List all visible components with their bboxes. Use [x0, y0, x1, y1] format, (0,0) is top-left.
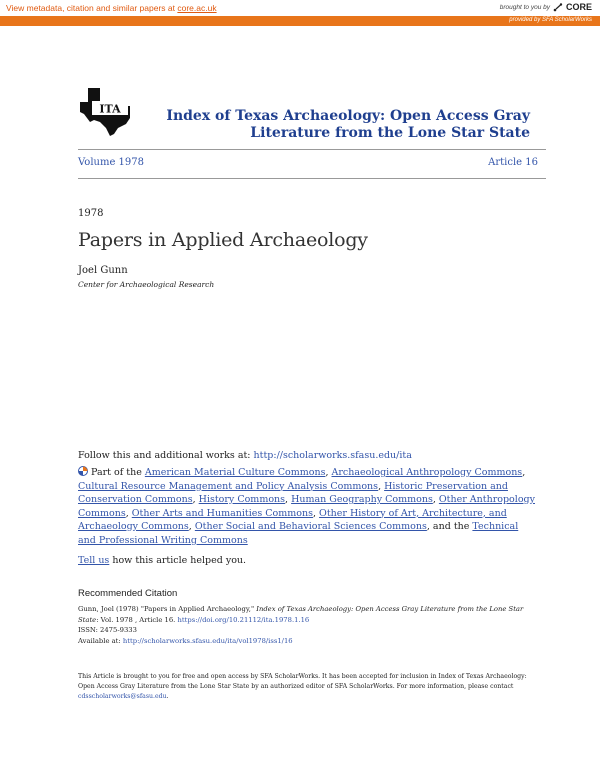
recommended-citation-heading: Recommended Citation	[78, 588, 178, 599]
available-url-link[interactable]: http://scholarworks.sfasu.edu/ita/vol1978/iss1/16	[122, 636, 293, 645]
commons-link[interactable]: Historic Preservation and Conservation Commons	[78, 480, 508, 505]
footer-text: This Article is brought to you for free and open access by SFA ScholarWorks. It has been accepted for inclusion in Index of Texas Archaeology: Open Access Gray Literature from the Lone Star State by an authorized editor of SFA ScholarWorks. For more information, please contact	[78, 673, 527, 690]
ita-logo-text: ITA	[99, 102, 121, 116]
tell-us-link[interactable]: Tell us	[78, 555, 110, 566]
view-metadata-text	[6, 3, 217, 13]
article-link[interactable]: Article 16	[488, 157, 538, 168]
core-logo-icon	[553, 3, 563, 12]
provided-by[interactable]: provided by SFA ScholarWorks	[509, 17, 592, 23]
digital-commons-icon	[78, 466, 88, 476]
author-name: Joel Gunn	[78, 265, 128, 276]
citation-plain: Gunn, Joel (1978) "Papers in Applied Archaeology,"	[78, 605, 255, 613]
core-provided-bar	[0, 16, 600, 26]
follow-line	[78, 450, 412, 461]
commons-link[interactable]: American Material Culture Commons	[144, 467, 326, 478]
commons-list: Part of the American Material Culture Commons, Archaeological Anthropology Commons, Cultural Resource Management and Policy Analysis Commons, Historic Preservation and Conservation Commons, History Commons, Human Geography Commons, Other Anthropology Commons, Other Arts and Humanities Commons, Other History of Art, Architecture, and Archaeology Commons, Other Social and Behavioral Sciences Commons, and the Technical and Professional Writing Commons	[78, 467, 535, 546]
commons-link[interactable]: Cultural Resource Management and Policy Analysis Commons	[78, 480, 379, 492]
journal-title[interactable]	[150, 108, 530, 142]
citation-vol: : Vol. 1978 , Article 16.	[96, 615, 176, 624]
part-of-label: Part of the	[91, 467, 142, 478]
tell-us-rest: how this article helped you.	[112, 555, 247, 566]
paper-title: Papers in Applied Archaeology	[78, 229, 368, 251]
view-metadata-label: View metadata, citation and similar papers at	[6, 3, 175, 13]
commons-link[interactable]: Other Arts and Humanities Commons	[131, 507, 313, 519]
core-top-banner	[0, 0, 600, 16]
available-label: Available at:	[78, 636, 121, 645]
divider-bottom	[78, 178, 546, 179]
journal-title-line2: Literature from the Lone Star State	[250, 125, 530, 141]
commons-link[interactable]: Archaeological Anthropology Commons	[331, 467, 523, 478]
follow-url-link[interactable]: http://scholarworks.sfasu.edu/ita	[253, 450, 412, 461]
publication-year: 1978	[78, 208, 104, 219]
and-the-label: , and the	[426, 521, 470, 532]
divider-top	[78, 149, 546, 150]
commons-link[interactable]: History Commons	[198, 494, 286, 505]
contact-email-link[interactable]: cdsscholarworks@sfasu.edu	[78, 693, 167, 700]
commons-link[interactable]: Other History of Art, Architecture, and Archaeology Commons	[78, 507, 507, 532]
commons-link[interactable]: Other Anthropology Commons	[78, 494, 535, 519]
author-affiliation: Center for Archaeological Research	[78, 280, 215, 289]
brought-to-you	[500, 2, 592, 12]
ita-texas-logo	[78, 84, 138, 138]
recommended-citation-body	[78, 604, 538, 646]
commons-link[interactable]: Human Geography Commons	[291, 494, 433, 505]
issn: ISSN: 2475-9333	[78, 626, 137, 634]
core-name[interactable]: CORE	[565, 2, 592, 12]
brought-label: brought to you by	[499, 3, 550, 11]
core-link[interactable]: core.ac.uk	[177, 3, 217, 13]
commons-link-last[interactable]: Technical and Professional Writing Commons	[78, 521, 519, 546]
footer-notice	[78, 672, 538, 702]
doi-link[interactable]: https://doi.org/10.21112/ita.1978.1.16	[177, 615, 310, 624]
volume-row	[78, 157, 538, 168]
journal-title-line1: Index of Texas Archaeology: Open Access Gray	[166, 108, 530, 124]
volume-link[interactable]: Volume 1978	[78, 157, 144, 168]
follow-label: Follow this and additional works at:	[78, 450, 251, 461]
citation-journal: Index of Texas Archaeology: Open Access Gray Literature from the Lone Star State	[78, 605, 524, 624]
commons-link[interactable]: Other Social and Behavioral Sciences Commons	[194, 521, 427, 532]
tell-us-line	[78, 555, 246, 566]
footer-end: .	[166, 693, 169, 700]
